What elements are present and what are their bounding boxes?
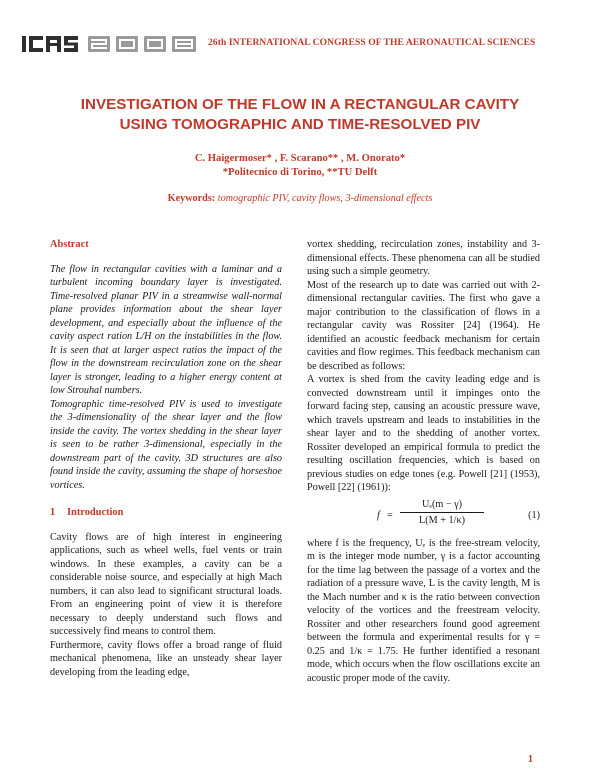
intro-paragraph-4: Most of the research up to date was carried out with 2-dimensional rectangular cavities. The first who gave a major contribution to the classification of flows in a rectangular cavity was Rossiter [24] (1964). He identified an acoustic feedback mechanism for certain cavities and flow regimes. This feedback mechanism can be described as follows:: [307, 279, 540, 372]
section-title: Introduction: [67, 507, 124, 518]
equation-lhs: f: [377, 509, 380, 521]
right-column: [307, 238, 540, 685]
abstract-heading: Abstract: [50, 239, 89, 250]
equation-equals: =: [387, 509, 393, 521]
icas-2008-logo: [22, 34, 200, 54]
equation-denominator: L(M + 1/κ): [419, 515, 465, 526]
author-block: [30, 152, 570, 180]
conference-name: 26th INTERNATIONAL CONGRESS OF THE AERONAUTICAL SCIENCES: [208, 38, 536, 48]
rossiter-equation: [307, 498, 540, 534]
equation-numerator: Uₑ(m − γ): [400, 498, 484, 514]
intro-paragraph-1: Cavity flows are of high interest in engineering applications, such as wheel wells, fuel vents or train windows. In these examples, a cavity can be a considerable noise source, and especially at high Mach numbers, it can also lead to significant structural loads. From an engineering point of view it is therefore necessary to deeply understand such flows and successively find means to control them.: [50, 531, 282, 637]
section-number: 1: [50, 507, 56, 518]
keywords-label: Keywords:: [167, 193, 216, 204]
introduction-heading: [50, 506, 282, 520]
keywords: [30, 193, 570, 204]
equation-number: (1): [528, 509, 540, 521]
authors: C. Haigermoser* , F. Scarano** , M. Onorato*: [194, 153, 406, 164]
page-header: [22, 34, 582, 56]
intro-paragraph-3: vortex shedding, recirculation zones, instability and 3-dimensional effects. These phenomena can all be studied using such a simple geometry.: [307, 239, 540, 277]
intro-paragraph-2: Furthermore, cavity flows offer a broad range of fluid mechanical phenomena, like an unsteady shear layer developing from the leading edge,: [50, 639, 282, 678]
affiliations: *Politecnico di Torino, **TU Delft: [222, 167, 378, 178]
paper-title: [30, 95, 570, 135]
title-line-1: INVESTIGATION OF THE FLOW IN A RECTANGULAR CAVITY: [80, 96, 520, 113]
equation-fraction: [400, 498, 484, 528]
intro-paragraph-6: where f is the frequency, Uₑ is the free-stream velocity, m is the integer mode number, γ is a factor accounting for the time lag between the passage of a vortex and the radiation of a pressure wave, L is the cavity length, M is the Mach number and κ is the ratio between convection velocity of the vortices and the freestream velocity. Rossiter and other researchers found good agreement between the formula and experimental results for γ = 0.25 and 1/κ = 1.75. He further identified a resonant mode, which occurs when the flow oscillations excite an acoustic proper mode of the cavity.: [307, 537, 540, 684]
keywords-text: tomographic PIV, cavity flows, 3-dimensional effects: [217, 193, 433, 204]
abstract-paragraph-2: Tomographic time-resolved PIV is used to investigate the 3-dimensionality of the shear layer and the flow inside the cavity. The vortex shedding in the shear layer is seen to be rather 3-dimensional, especially in the downstream part of the cavity. 3D structures are also found inside the cavity, assuming the shape of horseshoe vortices.: [50, 398, 282, 491]
page-number: 1: [528, 754, 533, 765]
title-line-2: USING TOMOGRAPHIC AND TIME-RESOLVED PIV: [119, 116, 481, 133]
left-column: [50, 238, 282, 679]
intro-paragraph-5: A vortex is shed from the cavity leading edge and is convected downstream until it impinges onto the forward facing step, causing an acoustic pressure wave, which travels upstream and leads to instabilities in the shear layer and to the shedding of another vortex. Rossiter developed an empirical formula to predict the resulting oscillation frequencies, which is based on previous studies on edge tones (e.g. Powell [21] (1953), Powell [22] (1961)):: [307, 374, 540, 493]
abstract-paragraph-1: The flow in rectangular cavities with a laminar and a turbulent incoming boundary layer is investigated. Time-resolved planar PIV in a streamwise wall-normal plane provides information about the shear layer development, and especially about the influence of the cavity aspect ration L/H on the instabilities in the flow. It is seen that at larger aspect ratios the impact of the flow in the downstream recirculation zone on the shear layer is stronger, leading to a higher energy content at low Strouhal numbers.: [50, 263, 282, 396]
